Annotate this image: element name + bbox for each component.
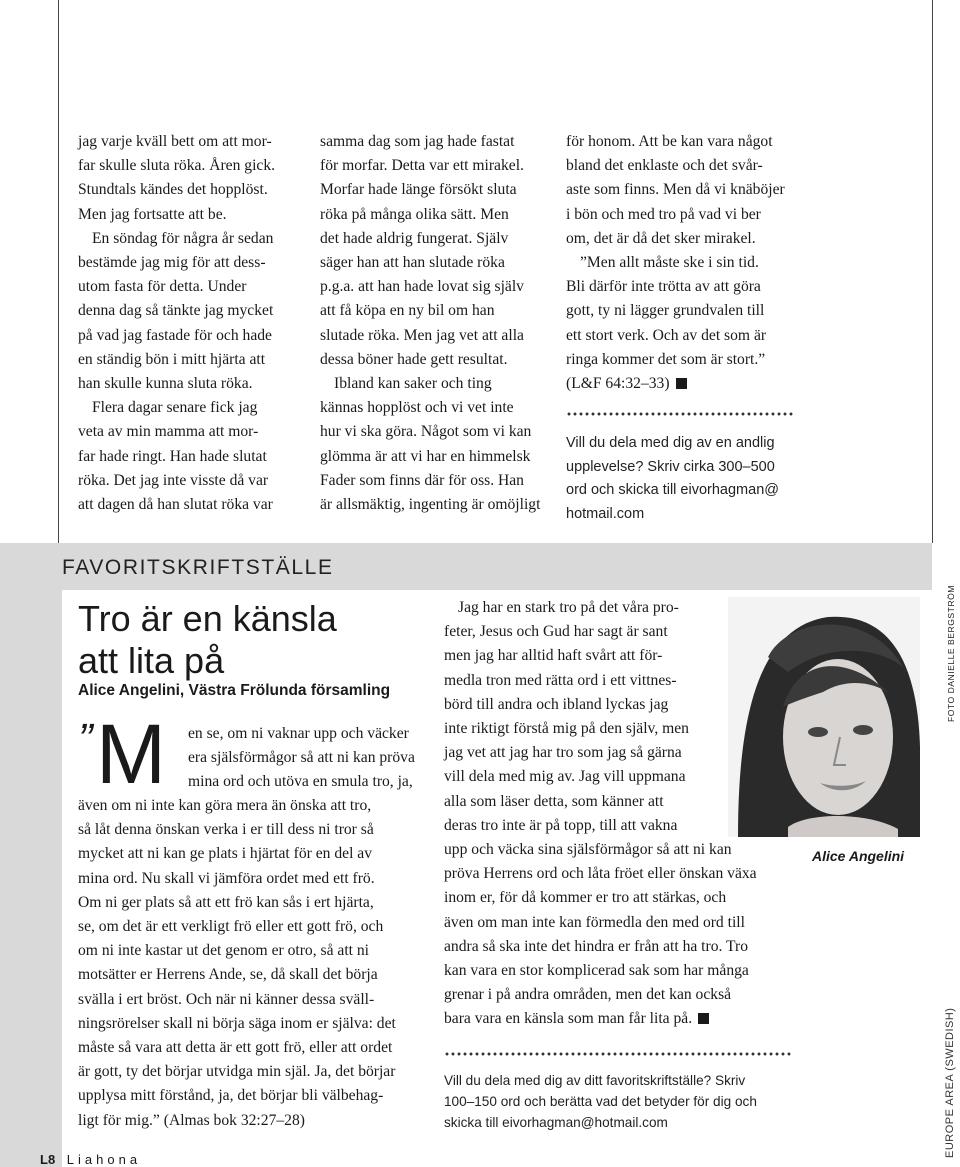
- text-line: [444, 935, 804, 959]
- text-line-content: han skulle kunna sluta röka.: [78, 375, 253, 393]
- text-line: [320, 130, 552, 154]
- text-line-content: Ibland kan saker och ting: [334, 375, 492, 393]
- text-line-content: att dagen då han slutat röka var: [78, 496, 273, 514]
- text-line-content: feter, Jesus och Gud har sagt är sant: [444, 623, 668, 641]
- text-line-content: upp och väcka sina själsförmågor så att ni kan: [444, 841, 732, 859]
- text-line-content: börd till andra och ibland lyckas jag: [444, 695, 669, 713]
- text-line: [78, 227, 308, 251]
- text-line-content: jag vet att jag har tro som jag så gärna: [444, 744, 682, 762]
- text-line: [78, 203, 308, 227]
- page-number: L8: [40, 1152, 56, 1167]
- text-line-content: utom fasta för detta. Under: [78, 278, 247, 296]
- text-line: 100–150 ord och berätta vad det betyder för dig och: [444, 1094, 757, 1109]
- headline: [78, 598, 337, 682]
- text-line: [444, 862, 804, 886]
- text-line-content: en ständig bön i mitt hjärta att: [78, 350, 266, 368]
- text-line: Om ni ger plats så att ett frö kan sås i ert hjärta,: [78, 893, 374, 911]
- article-column-2: [320, 130, 552, 517]
- text-line-content: samma dag som jag hade fastat: [320, 133, 515, 150]
- text-line: om ni inte kastar ut det genom er otro, så att ni: [78, 942, 370, 960]
- text-line-content: Flera dagar senare fick jag: [92, 399, 258, 417]
- text-line: [78, 445, 308, 469]
- text-line: [320, 372, 552, 396]
- right-margin-rule: [932, 0, 933, 543]
- text-line-content: jag varje kväll bett om att mor-: [78, 133, 272, 150]
- portrait-image: [728, 597, 920, 837]
- drop-cap-letter: M: [96, 707, 166, 801]
- text-line: även om ni inte kan göra mera än önska att tro,: [78, 797, 372, 814]
- page-footer: [40, 1152, 141, 1167]
- text-line: mycket att ni kan ge plats i hjärtat för en del av: [78, 845, 373, 863]
- text-line-content: veta av min mamma att mor-: [78, 423, 259, 441]
- text-line: [78, 372, 308, 396]
- text-line: [78, 469, 308, 493]
- text-line: [320, 251, 552, 275]
- text-line-content: far skulle sluta röka. Åren gick.: [78, 157, 276, 175]
- text-line: [566, 251, 798, 275]
- text-line: [78, 178, 308, 202]
- photo-caption: Alice Angelini: [812, 848, 905, 864]
- dropcap-line: en se, om ni vaknar upp och väcker: [188, 725, 409, 742]
- drop-quote-mark: ”: [78, 715, 93, 764]
- text-line-content: far hade ringt. Han hade slutat: [78, 447, 267, 465]
- text-line: [444, 838, 804, 862]
- text-line: [78, 420, 308, 444]
- text-line: [78, 251, 308, 275]
- top-promo-text: [566, 432, 796, 526]
- text-line: så låt denna önskan verka i er till dess ni tror så: [78, 821, 374, 839]
- text-line: [78, 154, 308, 178]
- text-line: [566, 130, 798, 154]
- text-line-content: men jag har alltid haft svårt att för-: [444, 647, 663, 665]
- byline: Alice Angelini, Västra Frölunda församling: [78, 682, 391, 699]
- text-line: måste så vara att detta är ett gott frö, eller att ordet: [78, 1039, 393, 1057]
- text-line: [566, 348, 798, 372]
- promo-divider-bottom: [444, 1051, 792, 1057]
- end-of-article-mark: [698, 1013, 709, 1024]
- text-line: upplysa mitt förstånd, ja, det börjar bli välbehag-: [78, 1087, 384, 1105]
- text-line-content: Men jag fortsatte att be.: [78, 205, 227, 223]
- text-line: [78, 493, 308, 517]
- text-line-content: hur vi ska göra. Något som vi kan: [320, 423, 532, 441]
- text-line: [566, 324, 798, 348]
- text-line: [78, 275, 308, 299]
- text-line: [566, 178, 798, 202]
- text-line: [444, 911, 804, 935]
- headline-line-1: Tro är en känsla: [78, 598, 337, 639]
- text-line: [320, 396, 552, 420]
- text-line: skicka till eivorhagman@hotmail.com: [444, 1115, 668, 1130]
- edition-tag: EUROPE AREA (SWEDISH): [944, 1007, 956, 1158]
- headline-line-2: att lita på: [78, 640, 225, 681]
- section-label: FAVORITSKRIFTSTÄLLE: [62, 556, 334, 579]
- text-line: [444, 1007, 804, 1031]
- text-line-content: om, det är då det sker mirakel.: [566, 229, 756, 247]
- text-line: mina ord. Nu skall vi jämföra ordet med ett frö.: [78, 869, 375, 887]
- text-line: [78, 324, 308, 348]
- text-line-content: ringa kommer det som är stort.”: [566, 350, 766, 368]
- text-line-content: Bli därför inte trötta av att göra: [566, 278, 761, 296]
- text-line-content: Fader som finns där för oss. Han: [320, 471, 524, 489]
- promo-divider-top: [566, 411, 794, 417]
- magazine-name: Liahona: [66, 1152, 142, 1167]
- text-line-content: slutade röka. Men jag vet att alla: [320, 326, 524, 344]
- photo-credit: FOTO DANIELLE BERGSTRÖM: [946, 585, 956, 722]
- text-line-content: denna dag så tänkte jag mycket: [78, 302, 274, 320]
- text-line-content: medla tron med rätta ord i ett vittnes-: [444, 671, 677, 689]
- text-line-content: inom er, för då kommer er tro att stärkas, och: [444, 889, 727, 907]
- text-line: [566, 275, 798, 299]
- text-line: [320, 203, 552, 227]
- text-line-content: grenar i på andra områden, men det kan också: [444, 986, 732, 1004]
- text-line: [78, 130, 308, 154]
- text-line: [566, 372, 798, 396]
- text-line-content: Stundtals kändes det hopplöst.: [78, 181, 268, 199]
- text-line: ligt för mig.” (Almas bok 32:27–28): [78, 1111, 305, 1129]
- text-line-content: röka på många olika sätt. Men: [320, 205, 509, 223]
- text-line: [566, 227, 798, 251]
- text-line: [566, 154, 798, 178]
- text-line: [320, 420, 552, 444]
- text-line-content: i bön och med tro på vad vi ber: [566, 205, 761, 223]
- text-line: [320, 178, 552, 202]
- text-line: hotmail.com: [566, 505, 645, 522]
- text-line-content: Jag har en stark tro på det våra pro-: [458, 599, 679, 616]
- text-line-content: dessa böner hade gett resultat.: [320, 350, 508, 368]
- text-line: [320, 493, 552, 517]
- text-line: [78, 396, 308, 420]
- text-line-content: ett stort verk. Och av det som är: [566, 326, 767, 344]
- text-line-content: Morfar hade länge försökt sluta: [320, 181, 517, 199]
- text-line-content: bara vara en känsla som man får lita på.: [444, 1010, 693, 1028]
- text-line-content: pröva Herrens ord och låta fröet eller önskan växa: [444, 865, 757, 883]
- text-line-content: deras tro inte är på topp, till att vakna: [444, 816, 678, 834]
- text-line: [444, 886, 804, 910]
- dropcap-line: era själsförmågor så att ni kan pröva: [188, 749, 415, 767]
- text-line-content: även om man inte kan förmedla den med ord till: [444, 913, 745, 931]
- text-line-content: kännas hopplöst och vi vet inte: [320, 399, 514, 417]
- text-line: [320, 154, 552, 178]
- quote-lines: [78, 794, 428, 1133]
- text-line: [566, 203, 798, 227]
- text-line: ningsrörelser skall ni börja säga inom er själva: det: [78, 1014, 396, 1032]
- text-line-content: aste som finns. Men då vi knäböjer: [566, 181, 785, 199]
- text-line-content: gott, ty ni lägger grundvalen till: [566, 302, 765, 320]
- text-line-content: inte riktigt förstå mig på den själv, men: [444, 720, 689, 738]
- text-line-content: röka. Det jag inte visste då var: [78, 471, 269, 489]
- text-line-content: för morfar. Detta var ett mirakel.: [320, 157, 524, 175]
- text-line-content: ”Men allt måste ske i sin tid.: [580, 254, 759, 272]
- text-line-content: vill dela med mig av. Jag vill uppmana: [444, 768, 686, 786]
- article-column-3: [566, 130, 798, 396]
- text-line: [78, 299, 308, 323]
- text-line: motsätter er Herrens Ande, se, då skall det börja: [78, 966, 378, 984]
- text-line: ord och skicka till eivorhagman@: [566, 482, 779, 498]
- text-line-content: för honom. Att be kan vara något: [566, 133, 773, 150]
- text-line-content: kan vara en stor komplicerad sak som har många: [444, 962, 749, 980]
- dropcap-block: [78, 707, 428, 801]
- text-line: [444, 959, 804, 983]
- text-line: [566, 299, 798, 323]
- text-line-content: glömma är att vi har en himmelsk: [320, 447, 531, 465]
- text-line: svälla i ert bröst. Och när ni känner dessa sväll-: [78, 990, 375, 1008]
- text-line: [320, 227, 552, 251]
- dropcap-line: mina ord och utöva en smula tro, ja,: [188, 773, 413, 791]
- text-line: [320, 445, 552, 469]
- text-line: Vill du dela med dig av en andlig: [566, 435, 775, 451]
- text-line-content: på vad jag fastade för och hade: [78, 326, 272, 344]
- text-line-content: att få köpa en ny bil om han: [320, 302, 495, 320]
- scripture-quote-column: [78, 707, 428, 1133]
- author-photo: [728, 597, 920, 837]
- text-line-content: är allsmäktig, ingenting är omöjligt: [320, 496, 541, 514]
- text-line: se, om det är ett verkligt frö eller ett gott frö, och: [78, 918, 384, 936]
- text-line: [320, 469, 552, 493]
- text-line: upplevelse? Skriv cirka 300–500: [566, 458, 775, 475]
- text-line: [444, 983, 804, 1007]
- text-line-content: bland det enklaste och det svår-: [566, 157, 763, 175]
- text-line-content: det hade aldrig fungerat. Själv: [320, 229, 509, 247]
- text-line-content: En söndag för några år sedan: [92, 229, 274, 247]
- text-line: [320, 324, 552, 348]
- text-line: [320, 348, 552, 372]
- text-line-content: andra så ska inte det hindra er från att ha tro. Tro: [444, 937, 748, 955]
- dropcap-lines: [188, 722, 428, 795]
- text-line-content: p.g.a. att han hade lovat sig själv: [320, 278, 524, 296]
- text-line: [78, 348, 308, 372]
- text-line: är gott, ty det börjar utvidga min själ. Ja, det börjar: [78, 1063, 396, 1081]
- text-line: [320, 275, 552, 299]
- text-line-content: (L&F 64:32–33): [566, 375, 670, 393]
- text-line-content: bestämde jag mig för att dess-: [78, 254, 266, 272]
- text-line-content: alla som läser detta, som känner att: [444, 792, 664, 810]
- article-column-1: [78, 130, 308, 517]
- text-line: [320, 299, 552, 323]
- bottom-promo-text: [444, 1070, 804, 1133]
- text-line: Vill du dela med dig av ditt favoritskriftställe? Skriv: [444, 1073, 746, 1088]
- end-of-article-mark: [676, 378, 687, 389]
- text-line-content: säger han att han slutade röka: [320, 254, 505, 272]
